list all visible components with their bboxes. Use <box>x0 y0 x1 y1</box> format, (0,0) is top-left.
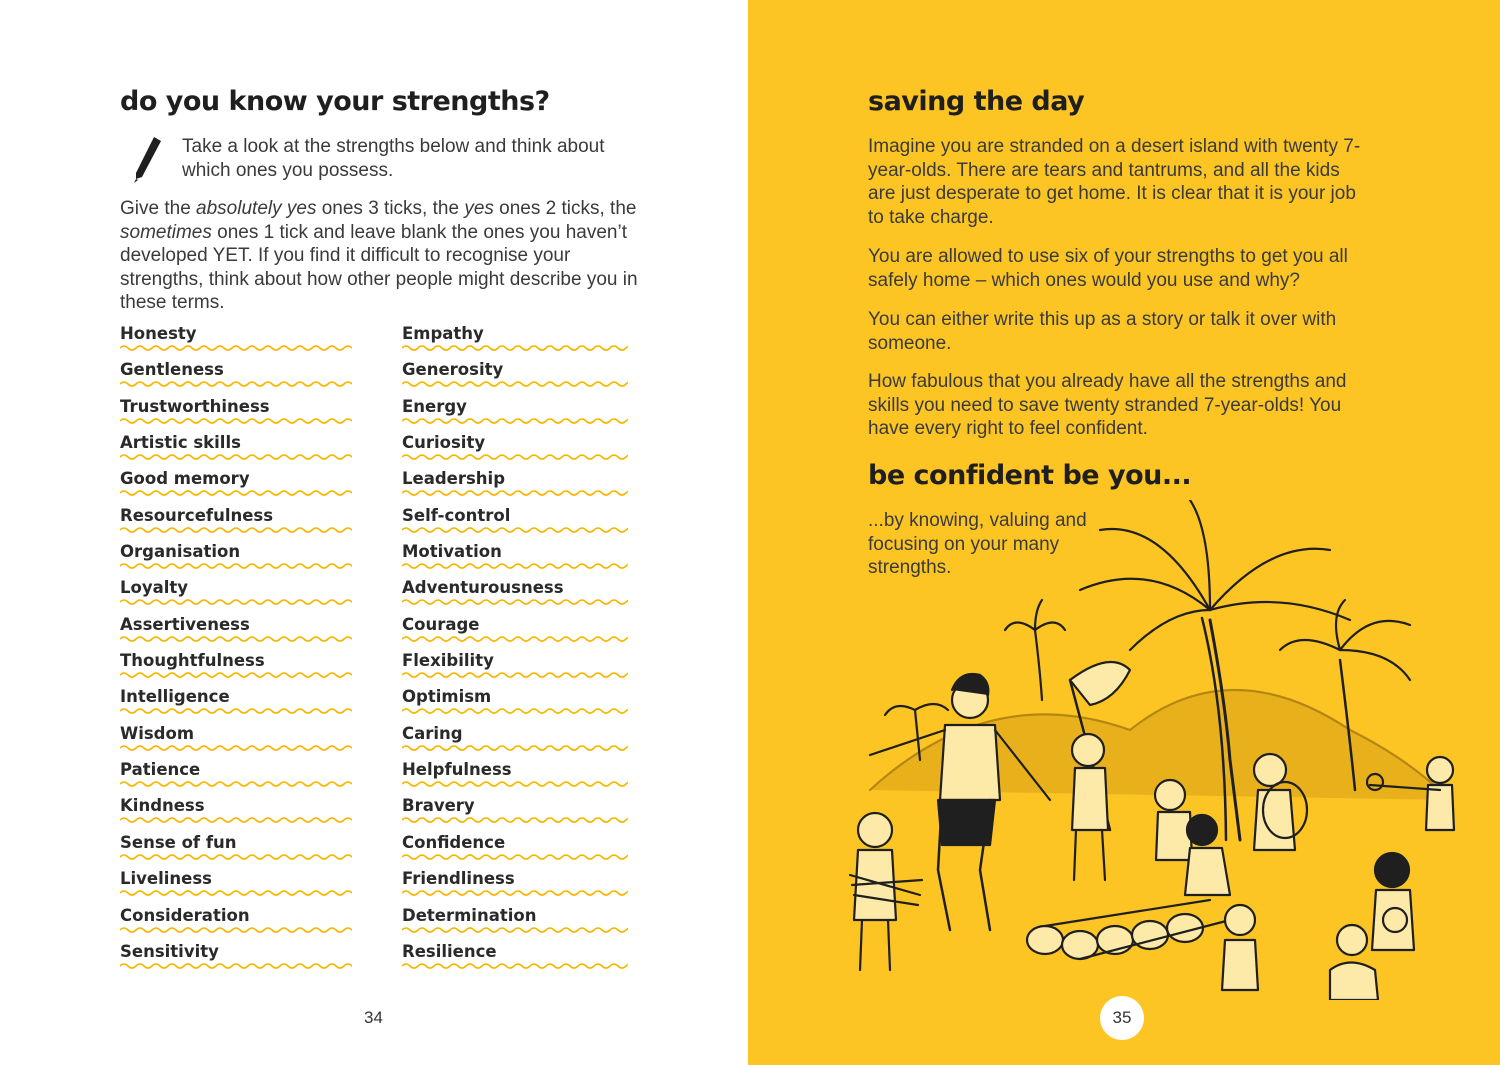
page-number-left: 34 <box>364 1008 383 1027</box>
tick-line[interactable] <box>120 635 352 643</box>
task-paragraph: You are allowed to use six of your strengths to get you all safely home – which ones would you use and why? <box>868 246 1348 291</box>
tick-line[interactable] <box>402 671 628 679</box>
strength-item <box>120 938 352 974</box>
tick-line[interactable] <box>402 707 628 715</box>
left-page <box>0 0 748 1065</box>
scenario-paragraph: Imagine you are stranded on a desert island with twenty 7-year-olds. There are tears and tantrums, and all the kids are just desperate to get home. It is clear that it is your job to take charge. <box>868 136 1361 228</box>
tick-line[interactable] <box>402 889 628 897</box>
strength-item <box>120 320 352 356</box>
tick-line[interactable] <box>120 417 352 425</box>
tick-line[interactable] <box>402 344 628 352</box>
tick-line[interactable] <box>402 380 628 388</box>
tick-line[interactable] <box>402 744 628 752</box>
strength-item <box>120 356 352 392</box>
instructions-text: Give the absolutely yes ones 3 ticks, the yes ones 2 ticks, the sometimes ones 1 tick and leave blank the ones you haven’t developed YET. If you find it difficult to recognise your strengths, think about how other people might describe you in these terms. <box>120 198 638 313</box>
strength-label: Sense of fun <box>120 832 237 852</box>
strength-label: Confidence <box>402 832 506 852</box>
strength-item <box>120 502 352 538</box>
tick-line[interactable] <box>402 489 628 497</box>
strength-item <box>120 756 352 792</box>
strength-item <box>402 429 628 465</box>
fabulous-paragraph: How fabulous that you already have all the strengths and skills you need to save twenty stranded 7-year-olds! You have every right to feel confident. <box>868 371 1347 439</box>
tick-line[interactable] <box>120 926 352 934</box>
tick-line[interactable] <box>120 744 352 752</box>
tick-line[interactable] <box>402 562 628 570</box>
intro-text: Take a look at the strengths below and think about which ones you possess. <box>182 136 605 181</box>
strength-label: Good memory <box>120 469 250 489</box>
strength-item <box>120 393 352 429</box>
strength-label: Resourcefulness <box>120 505 274 525</box>
tick-line[interactable] <box>120 889 352 897</box>
strength-label: Gentleness <box>120 360 224 380</box>
strength-label: Motivation <box>402 542 502 562</box>
tick-line[interactable] <box>402 853 628 861</box>
strength-label: Curiosity <box>402 433 486 453</box>
strength-label: Caring <box>402 723 463 743</box>
strength-label: Consideration <box>120 905 250 925</box>
strength-item <box>402 829 628 865</box>
strength-item <box>120 720 352 756</box>
tick-line[interactable] <box>120 816 352 824</box>
tick-line[interactable] <box>402 526 628 534</box>
left-page-title: do you know your strengths? <box>120 86 550 117</box>
strength-label: Liveliness <box>120 869 213 889</box>
strength-label: Resilience <box>402 941 497 961</box>
strength-item <box>402 574 628 610</box>
strength-item <box>402 720 628 756</box>
strengths-column-1 <box>120 320 352 974</box>
strength-label: Honesty <box>120 324 197 343</box>
strength-item <box>120 465 352 501</box>
strength-item <box>402 792 628 828</box>
strength-item <box>402 865 628 901</box>
strength-item <box>402 756 628 792</box>
strength-label: Optimism <box>402 687 492 707</box>
strength-item <box>402 938 628 974</box>
tick-line[interactable] <box>402 453 628 461</box>
strength-label: Determination <box>402 905 537 925</box>
tick-line[interactable] <box>120 380 352 388</box>
strength-item <box>120 538 352 574</box>
strength-label: Patience <box>120 760 201 780</box>
page-number-right-badge <box>1100 996 1144 1040</box>
pencil-icon <box>130 135 166 185</box>
tick-line[interactable] <box>120 453 352 461</box>
strength-item <box>120 683 352 719</box>
strength-label: Generosity <box>402 360 504 380</box>
island-children-illustration <box>830 500 1470 1000</box>
strength-label: Empathy <box>402 324 484 343</box>
strength-label: Helpfulness <box>402 760 512 780</box>
tick-line[interactable] <box>402 926 628 934</box>
strength-item <box>120 829 352 865</box>
tick-line[interactable] <box>402 962 628 970</box>
tick-line[interactable] <box>120 489 352 497</box>
confidence-subtitle: be confident be you... <box>868 460 1192 491</box>
tick-line[interactable] <box>402 635 628 643</box>
strength-label: Courage <box>402 614 480 634</box>
strength-label: Wisdom <box>120 723 195 743</box>
tick-line[interactable] <box>120 853 352 861</box>
strength-item <box>120 574 352 610</box>
strength-label: Adventurousness <box>402 578 564 598</box>
strength-label: Self-control <box>402 505 511 525</box>
tick-line[interactable] <box>120 707 352 715</box>
story-paragraph: You can either write this up as a story or talk it over with someone. <box>868 309 1337 354</box>
strength-label: Bravery <box>402 796 475 816</box>
right-page-title: saving the day <box>868 86 1085 117</box>
strength-item <box>120 647 352 683</box>
strength-item <box>402 356 628 392</box>
tick-line[interactable] <box>120 562 352 570</box>
strength-item <box>402 502 628 538</box>
confidence-tagline: ...by knowing, valuing and focusing on your many strengths. <box>868 510 1087 578</box>
strength-label: Flexibility <box>402 651 494 671</box>
strength-item <box>402 538 628 574</box>
strength-item <box>402 393 628 429</box>
strength-label: Energy <box>402 396 467 416</box>
strength-label: Kindness <box>120 796 205 816</box>
tick-line[interactable] <box>120 671 352 679</box>
strength-item <box>120 429 352 465</box>
tick-line[interactable] <box>402 816 628 824</box>
strength-label: Artistic skills <box>120 433 241 453</box>
tick-line[interactable] <box>120 344 352 352</box>
tick-line[interactable] <box>402 417 628 425</box>
strength-item <box>120 902 352 938</box>
strength-item <box>120 865 352 901</box>
tick-line[interactable] <box>120 780 352 788</box>
strength-label: Loyalty <box>120 578 189 598</box>
strength-label: Assertiveness <box>120 614 250 634</box>
strength-item <box>402 683 628 719</box>
strength-item <box>402 611 628 647</box>
page-number-right: 35 <box>1112 1008 1132 1027</box>
strength-label: Friendliness <box>402 869 515 889</box>
strength-label: Sensitivity <box>120 941 219 961</box>
strength-label: Leadership <box>402 469 506 489</box>
tick-line[interactable] <box>120 962 352 970</box>
tick-line[interactable] <box>120 598 352 606</box>
strength-label: Thoughtfulness <box>120 651 265 671</box>
strength-item <box>402 320 628 356</box>
tick-line[interactable] <box>402 598 628 606</box>
strength-item <box>120 792 352 828</box>
strengths-column-2 <box>402 320 628 974</box>
tick-line[interactable] <box>402 780 628 788</box>
strength-label: Trustworthiness <box>120 396 270 416</box>
strength-item <box>402 465 628 501</box>
tick-line[interactable] <box>120 526 352 534</box>
strength-item <box>120 611 352 647</box>
strength-item <box>402 902 628 938</box>
strength-label: Intelligence <box>120 687 230 707</box>
strength-label: Organisation <box>120 542 241 562</box>
strength-item <box>402 647 628 683</box>
